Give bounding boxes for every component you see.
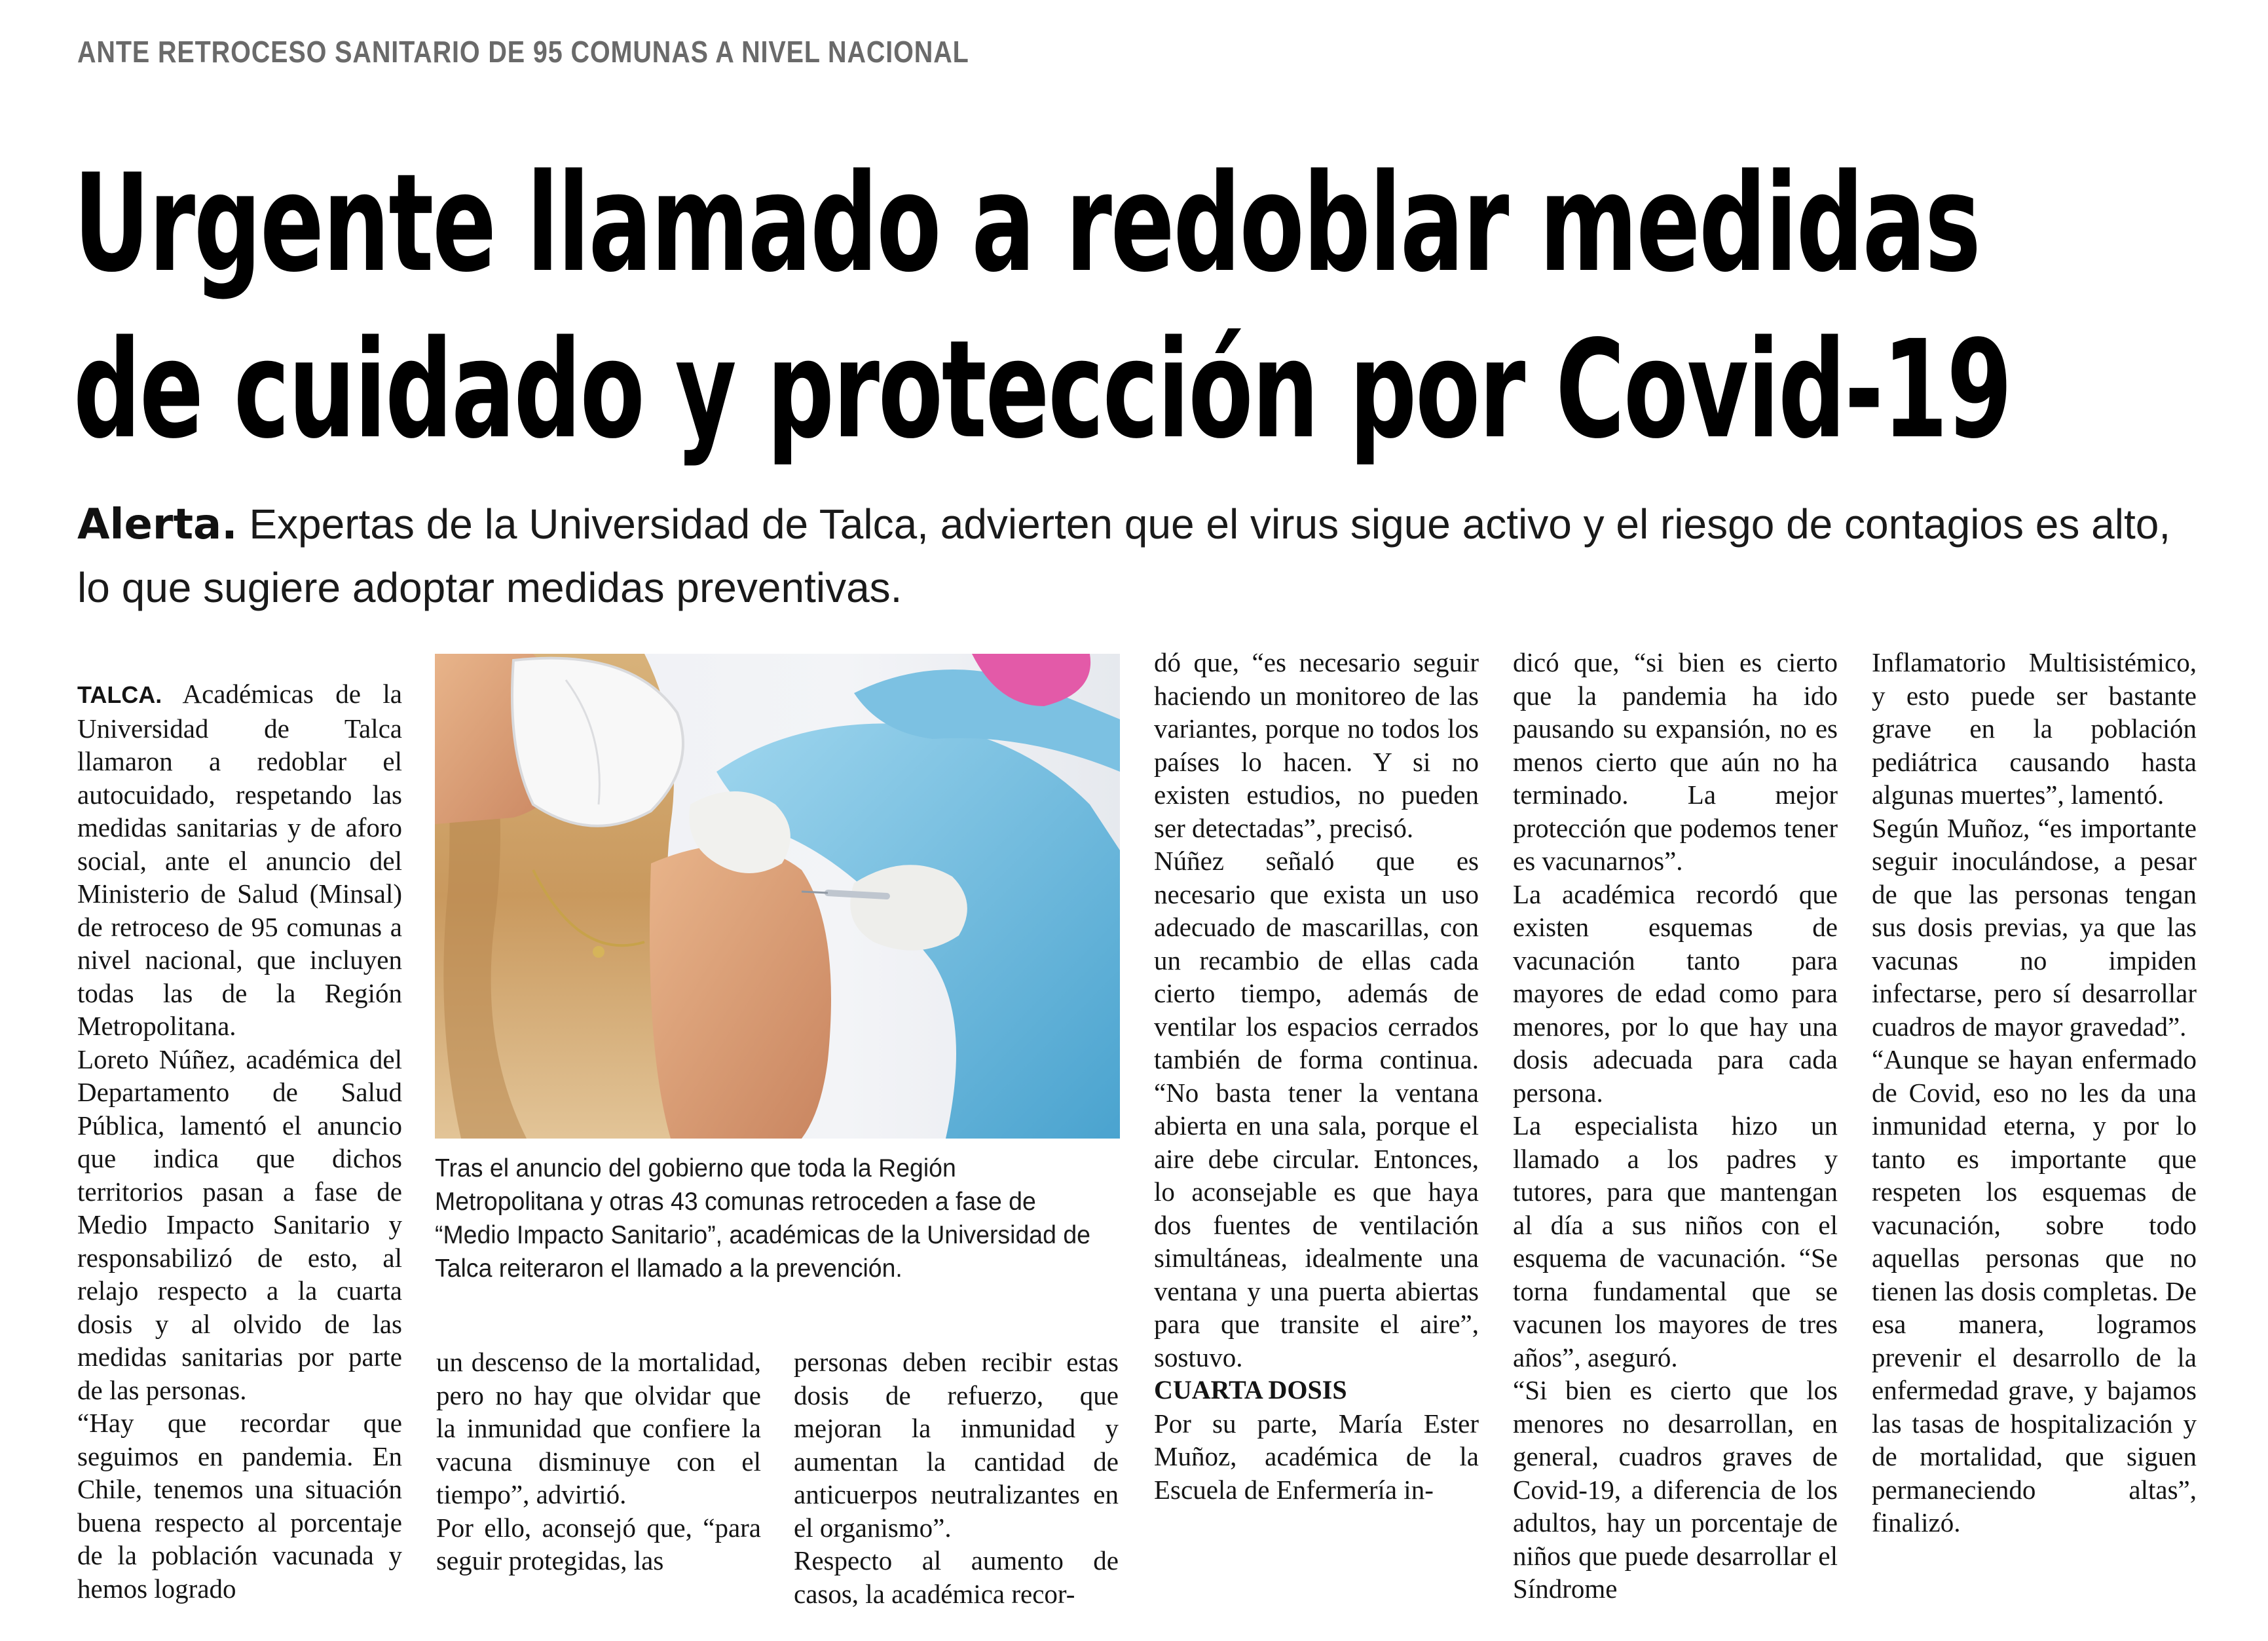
paragraph: La académica recordó que existen esquemas de vacunación tanto para mayores de edad como para menores, por lo que hay una dosis adecuada para cada persona. [1513, 878, 1838, 1108]
photo-caption: Tras el anuncio del gobierno que toda la Región Metropolitana y otras 43 comunas retroceden a fase de “Medio Impacto Sanitario”, académicas de la Universidad de Talca reiteraron el llamado a la prevención. [435, 1154, 1090, 1283]
deck [77, 493, 2199, 619]
kicker: ANTE RETROCESO SANITARIO DE 95 COMUNAS A NIVEL NACIONAL [77, 35, 969, 69]
paragraph: Por ello, aconsejó que, “para seguir protegidas, las [436, 1512, 761, 1575]
column-2b [794, 1346, 1119, 1610]
paragraph: Núñez señaló que es necesario que exista un uso adecuado de mascarillas, con un recambio de ellas cada cierto tiempo, además de ventilar los espacios cerrados también de forma continua. “No basta tener la ventana abierta en una sala, porque el aire debe circular. Entonces, lo aconsejable es que haya dos fuentes de ventilación simultáneas, idealmente una ventana y una puerta abiertas para que transite el aire”, sostuvo. [1154, 846, 1479, 1372]
column-1 [77, 677, 402, 1605]
paragraph: Loreto Núñez, académica del Departamento de Salud Pública, lamentó el anuncio que indica que dichos territorios pasan a fase de Medio Impacto Sanitario y responsabilizó de esto, al relajo respecto a la cuarta dosis y al olvido de las medidas sanitarias por parte de las personas. [77, 1044, 402, 1405]
paragraph: dicó que, “si bien es cierto que la pandemia ha ido pausando su expansión, no es menos cierto que aún no ha terminado. La mejor protección que podemos tener es vacunarnos”. [1513, 647, 1838, 876]
column-3 [1154, 646, 1479, 1506]
column-4 [1513, 646, 1838, 1606]
headline-line-1: Urgente llamado a redoblar medidas [73, 145, 1980, 302]
headline-line-2: de cuidado y protección por Covid-19 [73, 311, 2011, 468]
paragraph: Por su parte, María Ester Muñoz, académica de la Escuela de Enfermería in- [1154, 1408, 1479, 1505]
paragraph: dó que, “es necesario seguir haciendo un monitoreo de las variantes, porque no todos los países lo hacen. Y si no existen estudios, no pueden ser detectadas”, precisó. [1154, 647, 1479, 843]
paragraph: “Aunque se hayan enfermado de Covid, eso no les da una inmunidad eterna, y por lo tanto es importante que respeten los esquemas de vacunación, sobre todo aquellas personas que no tienen las dosis completas. De esa manera, logramos prevenir el desarrollo de la enfermedad grave, y bajamos las tasas de hospitalización y de mortalidad, que siguen permaneciendo altas”, finalizó. [1872, 1044, 2197, 1537]
paragraph: Inflamatorio Multisistémico, y esto puede ser bastante grave en la población pediátrica causando hasta algunas muertes”, lamentó. [1872, 647, 2197, 810]
paragraph: “Si bien es cierto que los menores no desarrollan, en general, cuadros graves de Covid-19, a diferencia de los adultos, hay un porcentaje de niños que puede desarrollar el Síndrome [1513, 1375, 1838, 1604]
paragraph: personas deben recibir estas dosis de refuerzo, que mejoran la inmunidad y aumentan la cantidad de anticuerpos neutralizantes en el organismo”. [794, 1347, 1119, 1543]
deck-lead: Alerta. [77, 500, 238, 549]
dateline: TALCA. [77, 681, 162, 708]
subhead-cuarta-dosis: CUARTA DOSIS [1154, 1375, 1347, 1405]
paragraph: Según Muñoz, “es importante seguir inoculándose, a pesar de que las personas tengan sus dosis previas, ya que las vacunas no impiden infectarse, pero sí desarrollar cuadros de mayor gravedad”. [1872, 812, 2197, 1042]
paragraph: “Hay que recordar que seguimos en pandemia. En Chile, tenemos una situación buena respecto al porcentaje de la población vacunada y hemos logrado [77, 1408, 402, 1604]
paragraph: un descenso de la mortalidad, pero no hay que olvidar que la inmunidad que confiere la vacuna disminuye con el tiempo”, advirtió. [436, 1347, 761, 1509]
column-2a [436, 1346, 761, 1577]
column-5 [1872, 646, 2197, 1539]
paragraph-text: Académicas de la Universidad de Talca llamaron a redoblar el autocuidado, respetando las medidas sanitarias y de aforo social, ante el anuncio del Ministerio de Salud (Minsal) de retroceso de 95 comunas a nivel nacional, que incluyen todas las de la Región Metropolitana. [77, 679, 402, 1041]
paragraph: La especialista hizo un llamado a los padres y tutores, para que mantengan al día a sus niños con el esquema de vacunación. “Se torna fundamental que se vacunen los mayores de tres años”, aseguró. [1513, 1110, 1838, 1372]
deck-text: Expertas de la Universidad de Talca, advierten que el virus sigue activo y el riesgo de contagios es alto, lo que sugiere adoptar medidas preventivas. [77, 500, 2171, 611]
vaccination-photo [435, 654, 1120, 1139]
paragraph: Respecto al aumento de casos, la académica recor- [794, 1545, 1119, 1609]
paragraph [77, 677, 402, 1043]
